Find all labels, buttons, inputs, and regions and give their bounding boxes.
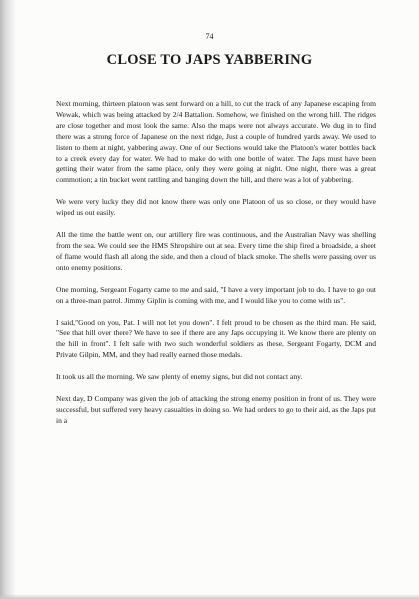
page-bottom-shadow <box>0 594 419 599</box>
paragraph: I said,"Good on you, Pat. I will not let you down". I felt proud to be chosen as the third man. He said, "See that hill over there? We have to see if there are any Japs occupying it. We know there are plenty on the hill in front". I felt safe with two such wonderful soldiers as these, Sergeant Fogarty, DCM and Private Gilpin, MM, and they had really earned those medals. <box>56 317 376 360</box>
page-gutter-shadow <box>0 0 16 599</box>
paragraph: It took us all the morning. We saw plenty of enemy signs, but did not contact any. <box>56 372 303 382</box>
paragraph: All the time the battle went on, our artillery fire was continuous, and the Australian Navy was shelling from the sea. We could see the HMS Shropshire out at sea. Every time the ship fired a broadside, a sheet of flame would flash all along the side, and then a cloud of black smoke. The shells were passing over us onto enemy positions. <box>56 230 376 272</box>
paragraph: Next morning, thirteen platoon was sent forward on a hill, to cut the track of any Japanese escaping from Wewak, which was being attacked by 2/4 Battalion. Somehow, we finished on the wrong hill. The ridges are close together and most look the same. Also the maps were not always accurate. We dug in to find there was a strong force of Japanese on the next ridge, Just a couple of hundred yards away. We used to listen to them at night, yabbering away. One of our Sections would take the Platoon's water bottles back to a creek every day for water. We had to make do with one bottle of water. The Japs must have been getting their water from the same place, only they were going at night. One night, there was a great commotion; a tin bucket went rattling and banging down the hill, and there was a lot of yabbering. <box>56 99 376 185</box>
body-text <box>56 99 376 438</box>
paragraph: One morning, Sergeant Fogarty came to me and said, "I have a very important job to do. I have to go out on a three-man patrol. Jimmy Giplin is coming with me, and I would like you to come with us". <box>56 284 376 305</box>
page-number: 74 <box>205 32 214 41</box>
chapter-title: CLOSE TO JAPS YABBERING <box>106 52 313 68</box>
paragraph: Next day, D Company was given the job of attacking the strong enemy position in front of us. They were successful, but suffered very heavy casualties in doing so. We had orders to go to their aid, as the Japs put in a <box>56 394 376 425</box>
paragraph: We were very lucky they did not know there was only one Platoon of us so close, or they would have wiped us out easily. <box>56 197 376 218</box>
